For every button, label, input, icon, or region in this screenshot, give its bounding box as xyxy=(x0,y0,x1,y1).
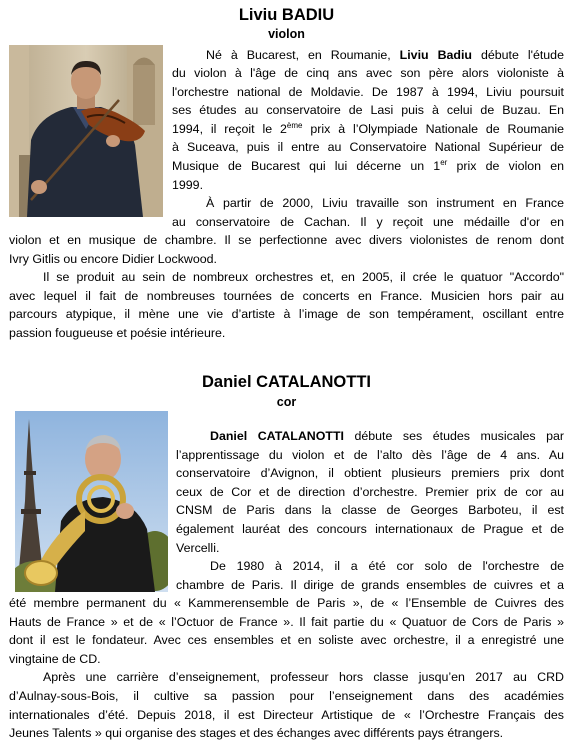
text-run: débute ses études musicales par xyxy=(343,429,564,443)
bio1-text-line xyxy=(172,46,564,65)
text-run: également lauréat des concours internationaux de Prague et de xyxy=(176,521,564,536)
bio1-text-line xyxy=(9,324,564,343)
text-run: violon et en musique de chambre. Il se perfectionne avec divers violonistes de renom dont xyxy=(9,233,564,247)
bio2-lines-full xyxy=(9,594,564,743)
text-run: internationales d’été. Depuis 2018, il est Directeur Artistique de « l’Orchestre Français des xyxy=(9,707,564,722)
bio1-text-line xyxy=(172,120,564,139)
bio1-text-line xyxy=(172,101,564,120)
hornist-illustration xyxy=(15,411,168,592)
text-run: chambre de Paris. Il dirige de grands ensembles de cuivres et a xyxy=(176,577,564,592)
text-run: Après une carrière d’enseignement, professeur hors classe jusqu’en 2017 au CRD xyxy=(43,670,564,685)
bio2-text-line xyxy=(176,520,564,539)
bio1-text-line xyxy=(172,194,564,213)
text-run: parcours atypique, il mène une vie d’artiste à l’image de son tempérament, oscillant entre xyxy=(9,307,564,322)
bio2-text-line xyxy=(9,687,564,706)
bio1-text-wrap xyxy=(172,46,564,232)
bio1-text-line xyxy=(9,268,564,287)
bold-name: Liviu Badiu xyxy=(399,47,472,62)
bio2-text-line xyxy=(176,501,564,520)
bio2-instrument: cor xyxy=(276,395,297,409)
bio2-text-line xyxy=(9,706,564,725)
text-run: du violon à l'âge de cinq ans avec son père alors violoniste à xyxy=(172,66,564,81)
text-run: À partir de 2000, Liviu travaille son instrument en France xyxy=(206,196,564,211)
ordinal-suffix: er xyxy=(440,157,448,167)
bio2-text-line xyxy=(176,483,564,502)
bio2-text-line xyxy=(9,631,564,650)
text-run: avec lequel il fait de nombreuses tournées de concerts en France. Musicien hors pair au xyxy=(9,288,564,303)
text-run: ceux de Cor et de direction d’orchestre. Premier prix de cor au xyxy=(176,484,564,499)
bio1-text-line xyxy=(172,213,564,232)
text-run: Musique de Bucarest qui lui décerne un 1 xyxy=(172,159,441,174)
bio2-text-line xyxy=(9,613,564,632)
text-run: CNSM de Paris dans la classe de Georges Barboteu, il est xyxy=(176,503,564,518)
text-run: Vercelli. xyxy=(176,540,220,555)
bio2-text-line xyxy=(9,724,564,743)
bio1-text-line xyxy=(172,176,564,195)
bio1-lines-full xyxy=(9,231,564,343)
violinist-illustration xyxy=(9,45,163,217)
bio1-text-line xyxy=(9,231,564,250)
text-run: été membre permanent du « Kammerensemble de Paris », de « l’Ensemble de Cuivres des xyxy=(9,596,564,610)
bold-name: Daniel CATALANOTTI xyxy=(210,429,344,443)
bio2-name: Daniel CATALANOTTI xyxy=(202,373,371,391)
bio2-text-line xyxy=(9,668,564,687)
bio2-text-line xyxy=(176,539,564,558)
bio1-text-line xyxy=(172,157,564,176)
text-run: à Suceava, puis il entre au Conservatoire National Supérieur de xyxy=(172,140,564,155)
text-run: passion fougueuse et poésie intérieure. xyxy=(9,325,226,340)
text-run: Jeunes Talents » qui organise des stages et des échanges avec différents pays étrangers. xyxy=(9,726,504,741)
bio2-text-line xyxy=(176,427,564,446)
violinist-photo xyxy=(9,45,163,217)
bio1-text-line xyxy=(9,287,564,306)
ordinal-suffix: ème xyxy=(286,120,303,130)
bio1-instrument: violon xyxy=(268,27,305,41)
bio1-text-line xyxy=(9,305,564,324)
hornist-photo xyxy=(15,411,168,592)
bio2-text-line xyxy=(176,464,564,483)
bio1-text-line xyxy=(172,83,564,102)
bio1-name: Liviu BADIU xyxy=(238,6,335,24)
bio1-text-line xyxy=(9,250,564,269)
text-run: Né à Bucarest, en Roumanie, xyxy=(206,47,400,62)
text-run: 1999. xyxy=(172,177,204,192)
bio2-text-line xyxy=(176,576,564,595)
bio1-lines-narrow xyxy=(172,46,564,232)
text-run: l’apprentissage du violon et de l’alto dès l’âge de 4 ans. Au xyxy=(176,447,564,462)
text-run: conservatoire d’Avignon, il obtient plusieurs premiers prix dont xyxy=(176,466,564,481)
bio2-text-line xyxy=(9,650,564,669)
text-run: d’Aulnay-sous-Bois, il cultive sa passion pour l’enseignement dans des académies xyxy=(9,688,564,703)
text-run: ses études au conservatoire de Lasi puis à celui de Buzau. En xyxy=(172,103,564,118)
text-run: De 1980 à 2014, il a été cor solo de l'orchestre de xyxy=(210,559,564,574)
text-run: prix de violon en xyxy=(447,159,564,174)
text-run: 1994, il reçoit le 2 xyxy=(172,121,287,136)
bio2-text-full xyxy=(9,594,564,743)
bio2-lines-narrow xyxy=(176,427,564,594)
text-run: vingtaine de CD. xyxy=(9,651,101,666)
text-run: prix à l’Olympiade Nationale de Roumanie xyxy=(302,121,564,136)
text-run: dont il est le fondateur. Avec ces ensembles et en soliste avec orchestre, il a enregistré une xyxy=(9,633,564,648)
text-run: débute l'étude xyxy=(471,47,564,62)
text-run: Hauts de France » et de « l’Octuor de France ». Il fait partie du « Quatuor de Cors de Paris » xyxy=(9,614,564,629)
bio2-text-line xyxy=(176,557,564,576)
text-run: au conservatoire de Cachan. Il y reçoit une médaille d'or en xyxy=(172,214,564,229)
bio2-text-line xyxy=(176,446,564,465)
bio2-text-line xyxy=(9,594,564,613)
bio1-text-full xyxy=(9,231,564,343)
bio1-text-line xyxy=(172,138,564,157)
text-run: l'orchestre national de Moldavie. De 1987 à 1994, Liviu poursuit xyxy=(172,84,564,99)
text-run: Ivry Gitlis ou encore Didier Lockwood. xyxy=(9,251,217,266)
text-run: Il se produit au sein de nombreux orchestres et, en 2005, il crée le quatuor "Accordo" xyxy=(43,270,564,285)
bio1-text-line xyxy=(172,64,564,83)
bio2-text-wrap xyxy=(176,427,564,594)
